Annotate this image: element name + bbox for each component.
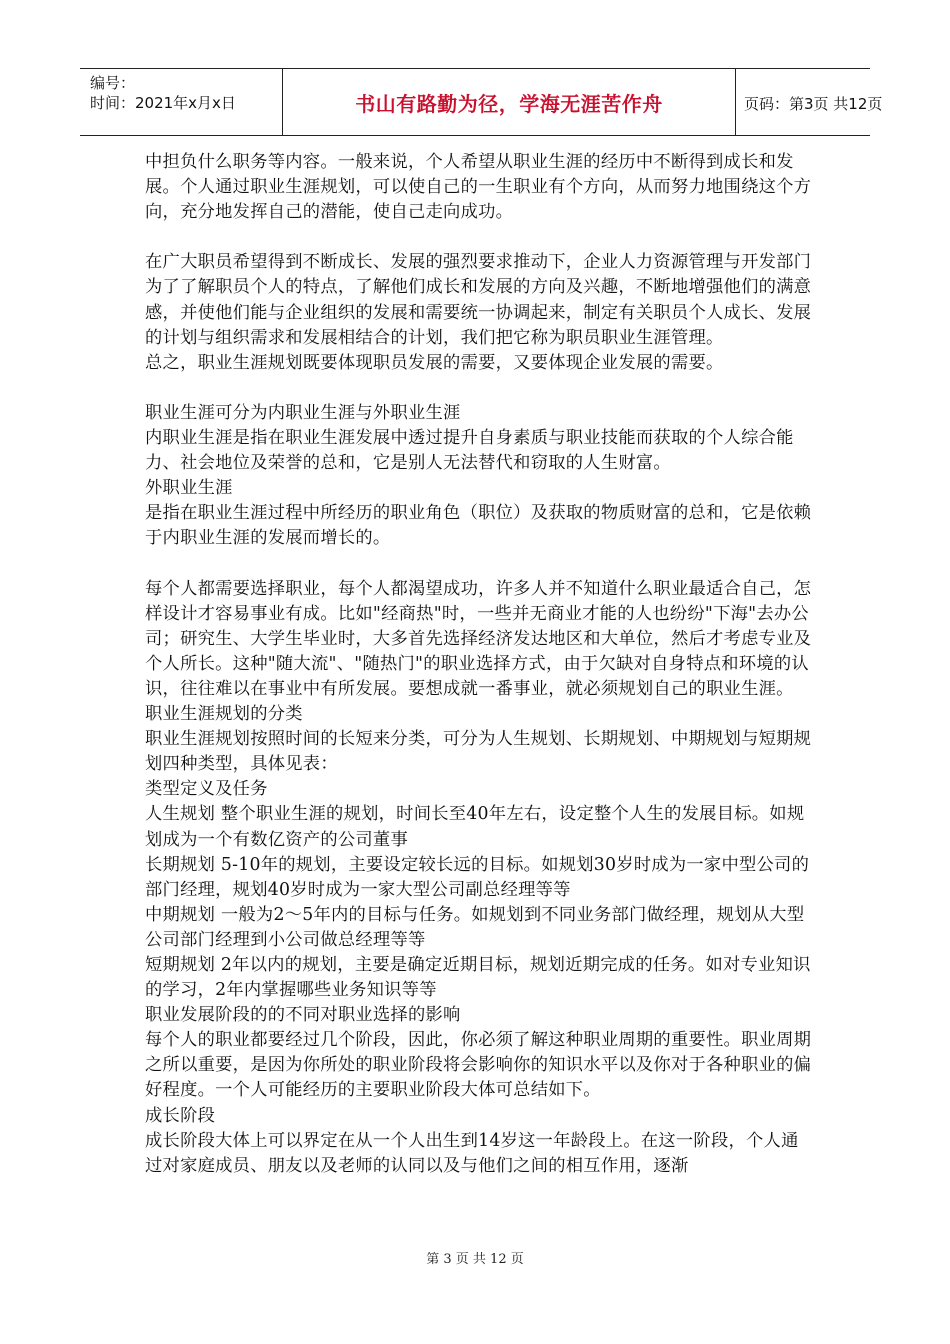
body-paragraph: 外职业生涯 bbox=[145, 478, 233, 499]
body-paragraph: 每个人都需要选择职业，每个人都渴望成功，许多人并不知道什么职业最适合自己，怎样设计才容易事业有成。比如"经商热"时，一些并无商业才能的人也纷纷"下海"去办公司；研究生、大学生毕业时，大多首先选择经济发达地区和大单位，然后才考虑专业及个人所长。这种"随大流"、"随热门"的职业选择方式，由于欠缺对自身特点和环境的认识，往往难以在事业中有所发展。要想成就一番事业，就必须规划自己的职业生涯。 bbox=[145, 578, 812, 699]
body-paragraph: 每个人的职业都要经过几个阶段，因此，你必须了解这种职业周期的重要性。职业周期之所以重要，是因为你所处的职业阶段将会影响你的知识水平以及你对于各种职业的偏好程度。一个人可能经历的主要职业阶段大体可总结如下。 bbox=[145, 1030, 812, 1101]
body-paragraph: 中担负什么职务等内容。一般来说，个人希望从职业生涯的经历中不断得到成长和发展。个人通过职业生涯规划，可以使自己的一生职业有个方向，从而努力地围绕这个方向，充分地发挥自己的潜能，使自己走向成功。 bbox=[145, 152, 812, 223]
body-paragraph: 短期规划 2年以内的规划，主要是确定近期目标，规划近期完成的任务。如对专业知识的学习，2年内掌握哪些业务知识等等 bbox=[145, 955, 811, 1001]
body-paragraph: 总之，职业生涯规划既要体现职员发展的需要，又要体现企业发展的需要。 bbox=[145, 352, 724, 373]
header-page-info: 页码：第3页 共12页 bbox=[744, 95, 883, 113]
body-paragraph: 职业生涯规划按照时间的长短来分类，可分为人生规划、长期规划、中期规划与短期规划四种类型，具体见表： bbox=[145, 729, 812, 775]
body-paragraph: 长期规划 5-10年的规划，主要设定较长远的目标。如规划30岁时成为一家中型公司的部门经理，规划40岁时成为一家大型公司副总经理等等 bbox=[145, 854, 810, 900]
body-paragraph: 职业发展阶段的的不同对职业选择的影响 bbox=[145, 1005, 461, 1026]
body-paragraph: 人生规划 整个职业生涯的规划，时间长至40年左右，设定整个人生的发展目标。如规划成为一个有数亿资产的公司董事 bbox=[145, 804, 805, 850]
header-meta bbox=[80, 69, 280, 135]
body-paragraph: 成长阶段大体上可以界定在从一个人出生到14岁这一年龄段上。在这一阶段，个人通过对家庭成员、朋友以及老师的认同以及与他们之间的相互作用，逐渐 bbox=[145, 1130, 799, 1176]
header-motto: 书山有路勤为径，学海无涯苦作舟 bbox=[282, 69, 736, 135]
body-paragraph: 内职业生涯是指在职业生涯发展中透过提升自身素质与职业技能而获取的个人综合能力、社会地位及荣誉的总和，它是别人无法替代和窃取的人生财富。 bbox=[145, 428, 794, 474]
page-header bbox=[80, 68, 883, 136]
body-paragraph: 类型定义及任务 bbox=[145, 779, 268, 800]
paragraph-spacer bbox=[145, 552, 815, 577]
body-paragraph: 中期规划 一般为2～5年内的目标与任务。如规划到不同业务部门做经理，规划从大型公司部门经理到小公司做总经理等等 bbox=[145, 904, 805, 950]
body-paragraph: 在广大职员希望得到不断成长、发展的强烈要求推动下，企业人力资源管理与开发部门为了了解职员个人的特点，了解他们成长和发展的方向及兴趣，不断地增强他们的满意感，并使他们能与企业组织的发展和需要统一协调起来，制定有关职员个人成长、发展的计划与组织需求和发展相结合的计划，我们把它称为职员职业生涯管理。 bbox=[145, 252, 812, 348]
document-time-label: 时间：2021年x月x日 bbox=[90, 94, 236, 112]
document-number-label: 编号： bbox=[90, 74, 136, 92]
paragraph-spacer bbox=[145, 376, 815, 401]
body-paragraph: 成长阶段 bbox=[145, 1105, 216, 1126]
page-footer: 第 3 页 共 12 页 bbox=[426, 1252, 524, 1267]
document-body bbox=[145, 150, 815, 1179]
body-paragraph: 是指在职业生涯过程中所经历的职业角色（职位）及获取的物质财富的总和，它是依赖于内职业生涯的发展而增长的。 bbox=[145, 503, 812, 549]
body-paragraph: 职业生涯可分为内职业生涯与外职业生涯 bbox=[145, 402, 461, 423]
body-paragraph: 职业生涯规划的分类 bbox=[145, 704, 303, 725]
paragraph-spacer bbox=[145, 225, 815, 250]
